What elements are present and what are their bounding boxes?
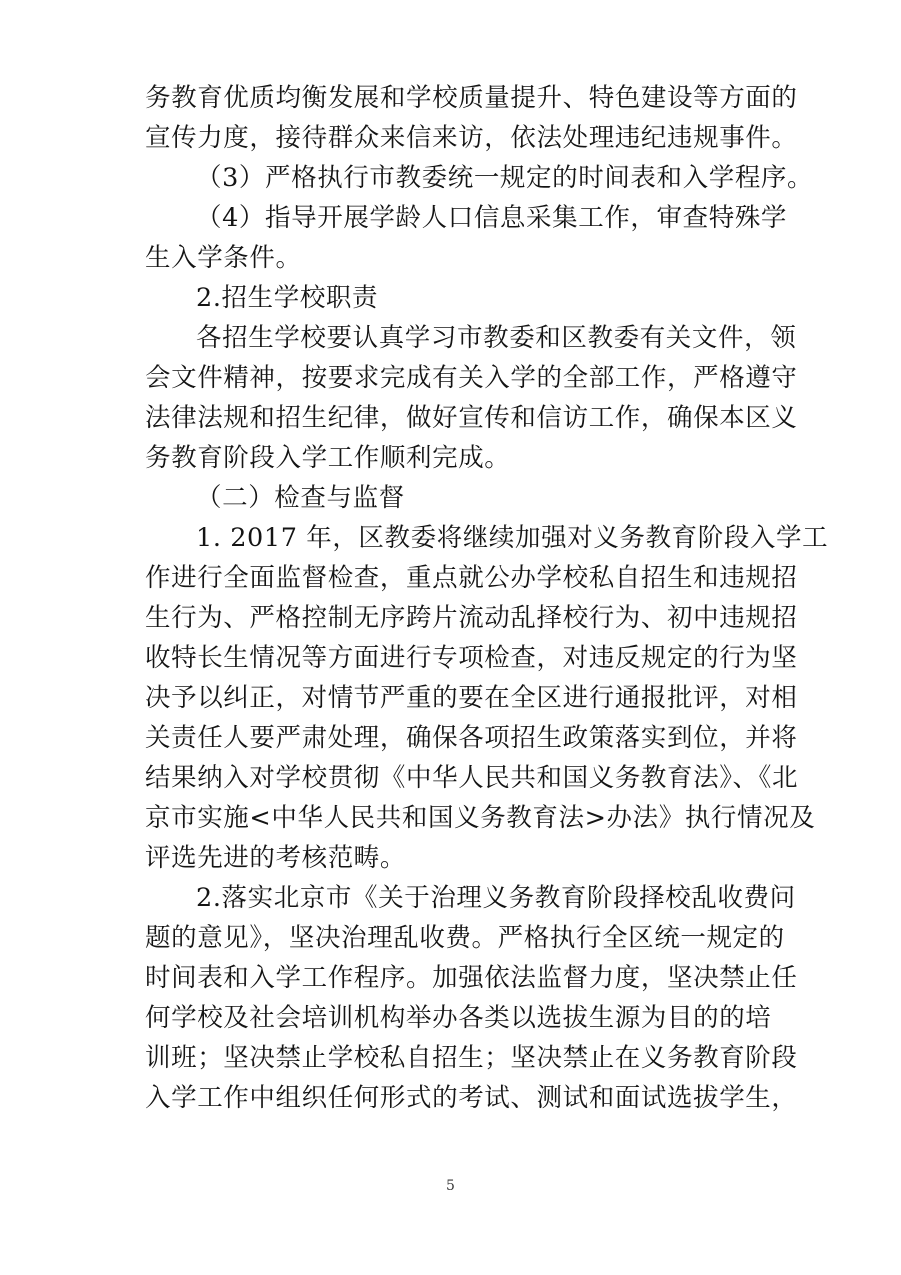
document-line: 收特长生情况等方面进行专项检查，对违反规定的行为坚 <box>145 643 798 673</box>
document-line: 关责任人要严肃处理，确保各项招生政策落实到位，并将 <box>145 723 798 753</box>
document-line: 京市实施<中华人民共和国义务教育法>办法》执行情况及 <box>145 803 816 833</box>
document-line: 决予以纠正，对情节严重的要在全区进行通报批评，对相 <box>145 683 798 713</box>
document-line: （二）检查与监督 <box>196 483 405 513</box>
document-line: 务教育阶段入学工作顺利完成。 <box>145 443 511 473</box>
document-line: 会文件精神，按要求完成有关入学的全部工作，严格遵守 <box>145 363 798 393</box>
document-line: 法律法规和招生纪律，做好宣传和信访工作，确保本区义 <box>145 403 798 433</box>
document-line: 生行为、严格控制无序跨片流动乱择校行为、初中违规招 <box>145 603 798 633</box>
document-body-text <box>145 78 829 1118</box>
page-number: 5 <box>446 1178 455 1194</box>
document-line: 2.招生学校职责 <box>196 283 379 313</box>
document-line: （4）指导开展学龄人口信息采集工作，审查特殊学 <box>196 203 788 233</box>
document-line: 训班；坚决禁止学校私自招生；坚决禁止在义务教育阶段 <box>145 1043 798 1073</box>
document-line: 题的意见》，坚决治理乱收费。严格执行全区统一规定的 <box>145 923 785 953</box>
document-line: 各招生学校要认真学习市教委和区教委有关文件，领 <box>196 323 797 353</box>
document-line: 生入学条件。 <box>145 243 302 273</box>
document-line: 务教育优质均衡发展和学校质量提升、特色建设等方面的 <box>145 83 798 113</box>
document-line: 1. 2017 年，区教委将继续加强对义务教育阶段入学工 <box>196 523 829 553</box>
document-line: 宣传力度，接待群众来信来访，依法处理违纪违规事件。 <box>145 123 798 153</box>
document-line: 时间表和入学工作程序。加强依法监督力度，坚决禁止任 <box>145 963 798 993</box>
document-line: 结果纳入对学校贯彻《中华人民共和国义务教育法》、《北 <box>145 763 799 793</box>
document-line: 作进行全面监督检查，重点就公办学校私自招生和违规招 <box>145 563 798 593</box>
document-line: 何学校及社会培训机构举办各类以选拔生源为目的的培 <box>145 1003 772 1033</box>
document-line: 2.落实北京市《关于治理义务教育阶段择校乱收费问 <box>196 883 796 913</box>
document-line: 评选先进的考核范畴。 <box>145 843 407 873</box>
document-line: 入学工作中组织任何形式的考试、测试和面试选拔学生， <box>145 1083 798 1113</box>
document-line: （3）严格执行市教委统一规定的时间表和入学程序。 <box>196 163 814 193</box>
